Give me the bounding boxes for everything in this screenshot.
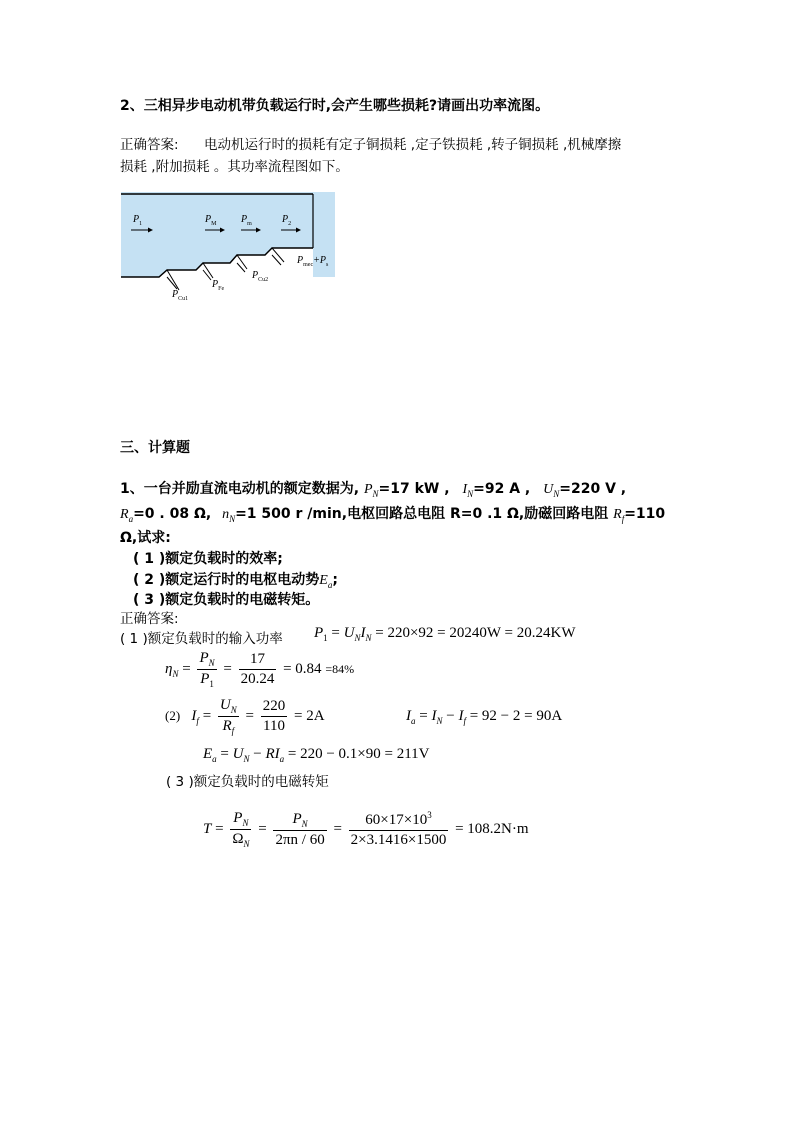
torque-equation: T = $\frac{P_N}{\Omega_N}$ = $\frac{P_N}{2\pi n / 60}$ = $\frac{60\times 17\times 10^3}{2\times 3.1416\times 1500}$ = 108.2N·m [203,810,529,849]
label-p2: $P_2$ [282,214,292,227]
question-1-line1: 1、一台并励直流电动机的额定数据为, $P_N=17$ kW , $I_N=92$ A , $U_N=220$ V , [120,481,627,499]
label-pm: $P_M$ [205,214,217,227]
answer-text-line1: 电动机运行时的损耗有定子铜损耗 ,定子铁损耗 ,转子铜损耗 ,机械摩擦 [204,137,622,153]
label-p1: $P_1$ [133,214,143,227]
field-current-equation: (2) $I_f$ = $\frac{U_N}{R_f}$ = $\frac{220}{110}$ = 2A [165,697,325,736]
label-pcu2: $P_{Cu2}$ [252,270,269,283]
solution-part1-label: ( 1 )额定负载时的输入功率 [120,631,283,647]
answer-text-line2: 损耗 ,附加损耗 。其功率流程图如下。 [120,159,349,175]
question-1-part2: ( 2 )额定运行时的电枢电动势$E_a$; [133,572,338,590]
torque-fraction-3: $\frac{60\times 17\times 10^3}{2\times 3.1416\times 1500}$ [350,810,447,848]
emf-equation: $E_a = U_N - RI_a = 220 - 0.1\times 90 = 211V$ [203,746,430,764]
efficiency-fraction-symbolic: $\frac{P_N}{P_1}$ [199,650,215,689]
field-current-fraction-numeric: $\frac{220}{110}$ [262,698,286,734]
question-1-line2: $R_a=0$ . 08 Ω, $n_N=1$ 500 r /min,电枢回路总电阻 R=0 .1 Ω,励磁回路电阻 $R_f=110$ [120,506,666,524]
question-2-title: 2、三相异步电动机带负载运行时,会产生哪些损耗?请画出功率流图。 [120,98,550,114]
question-1-part1: ( 1 )额定负载时的效率; [133,551,283,567]
label-pcu1: $P_{Cu1}$ [172,289,189,302]
solution-answer-label: 正确答案: [120,611,179,627]
torque-fraction-1: $\frac{P_N}{\Omega_N}$ [232,810,250,849]
power-flow-svg [121,192,335,308]
question-1-line3: Ω,试求: [120,530,171,546]
solution-part1-equation: $P_1 = U_NI_N = 220\times 92 = 20240W = 20.24KW$ [314,625,576,643]
solution-part3-label: ( 3 )额定负载时的电磁转矩 [166,774,329,790]
question-1-part3: ( 3 )额定负载时的电磁转矩。 [133,592,320,608]
answer-label: 正确答案: [120,137,179,153]
label-pfe: $P_{Fe}$ [212,279,225,292]
label-pmech: $P_m$ [241,214,252,227]
armature-current-equation: $I_a = I_N - I_f = 92 - 2 = 90A$ [406,708,563,726]
efficiency-equation: $\eta_N$ = $\frac{P_N}{P_1}$ = $\frac{17}{20.24}$ = 0.84 =84% [165,650,355,689]
field-current-fraction-symbolic: $\frac{U_N}{R_f}$ [219,697,237,736]
label-pmec-ps: $P_{mec}+P_s$ [297,255,329,268]
section-3-title: 三、计算题 [120,440,190,456]
torque-fraction-2: $\frac{P_N}{2\pi n / 60}$ [275,810,325,848]
efficiency-fraction-numeric: $\frac{17}{20.24}$ [240,651,275,687]
power-flow-diagram [121,192,335,308]
